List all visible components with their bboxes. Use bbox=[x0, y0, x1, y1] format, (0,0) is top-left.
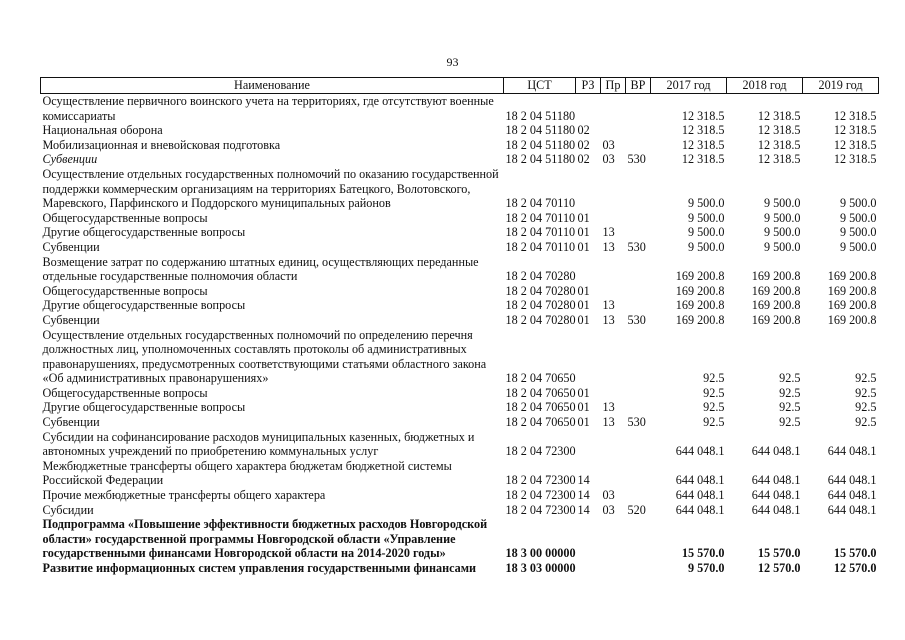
table-row bbox=[41, 152, 879, 167]
row-vr bbox=[626, 138, 651, 153]
row-value-2017: 12 318.5 bbox=[681, 108, 725, 123]
row-cst: 18 2 04 70280 bbox=[505, 312, 576, 327]
row-value-2017: 644 048.1 bbox=[675, 473, 725, 488]
row-value-2019: 9 500.0 bbox=[839, 225, 877, 240]
row-value-2019: 12 570.0 bbox=[833, 561, 877, 575]
row-name: Другие общегосударственные вопросы bbox=[42, 400, 246, 415]
row-vr bbox=[626, 94, 651, 124]
row-value-2019: 644 048.1 bbox=[827, 502, 877, 517]
row-name: Общегосударственные вопросы bbox=[42, 210, 208, 225]
row-vr bbox=[626, 225, 651, 240]
row-value-2018: 92.5 bbox=[779, 415, 801, 430]
row-rz bbox=[576, 328, 601, 386]
row-rz bbox=[576, 561, 601, 576]
row-value-2017: 169 200.8 bbox=[675, 312, 725, 327]
row-vr bbox=[626, 211, 651, 226]
row-vr: 530 bbox=[627, 312, 646, 327]
row-value-2017: 92.5 bbox=[703, 415, 725, 430]
row-value-2019: 169 200.8 bbox=[827, 269, 877, 284]
row-name: Другие общегосударственные вопросы bbox=[42, 298, 246, 313]
table-row bbox=[41, 400, 879, 415]
row-value-2018: 12 318.5 bbox=[757, 152, 801, 167]
row-rz bbox=[576, 167, 601, 211]
row-value-2019: 92.5 bbox=[855, 385, 877, 400]
row-pr bbox=[601, 430, 626, 459]
row-value-2019: 644 048.1 bbox=[827, 444, 877, 459]
row-value-2018: 644 048.1 bbox=[751, 502, 801, 517]
row-cst: 18 2 04 70650 bbox=[505, 400, 576, 415]
row-name: Подпрограмма «Повышение эффективности бюджетных расходов Новгородской области» государственной программы Новгородской области «Управление государственными финансами Новгородской области на 2014-2020 годы» bbox=[42, 517, 488, 561]
row-value-2019: 9 500.0 bbox=[839, 196, 877, 211]
row-name: Общегосударственные вопросы bbox=[42, 283, 208, 298]
row-pr bbox=[601, 459, 626, 488]
row-value-2017: 169 200.8 bbox=[675, 269, 725, 284]
row-value-2019: 12 318.5 bbox=[833, 123, 877, 138]
row-name: Развитие информационных систем управления государственными финансами bbox=[42, 561, 477, 575]
row-value-2017: 92.5 bbox=[703, 385, 725, 400]
row-pr: 03 bbox=[602, 137, 615, 152]
row-cst: 18 2 04 70650 bbox=[505, 371, 576, 386]
row-name: Общегосударственные вопросы bbox=[42, 385, 208, 400]
row-value-2017: 644 048.1 bbox=[675, 502, 725, 517]
row-rz: 01 bbox=[577, 298, 590, 313]
row-value-2017: 15 570.0 bbox=[681, 546, 725, 561]
row-pr bbox=[601, 167, 626, 211]
row-cst: 18 2 04 70650 bbox=[505, 415, 576, 430]
row-pr bbox=[601, 211, 626, 226]
row-rz bbox=[576, 255, 601, 284]
row-value-2017: 9 500.0 bbox=[687, 210, 725, 225]
header-pr: Пр bbox=[601, 78, 626, 94]
header-2018: 2018 год bbox=[727, 78, 803, 94]
table-row bbox=[41, 561, 879, 576]
table-row bbox=[41, 138, 879, 153]
table-header-row bbox=[41, 78, 879, 94]
row-name: Другие общегосударственные вопросы bbox=[42, 225, 246, 240]
row-vr bbox=[626, 255, 651, 284]
row-value-2017: 12 318.5 bbox=[681, 137, 725, 152]
row-cst: 18 2 04 70110 bbox=[505, 225, 576, 240]
header-2017: 2017 год bbox=[651, 78, 727, 94]
row-rz bbox=[576, 94, 601, 124]
table-row bbox=[41, 459, 879, 488]
row-cst: 18 2 04 70280 bbox=[505, 283, 576, 298]
row-name: Субвенции bbox=[42, 312, 100, 327]
row-value-2018: 169 200.8 bbox=[751, 298, 801, 313]
row-name: Субсидии на софинансирование расходов муниципальных казенных, бюджетных и автономных учреждений по приобретению коммунальных услуг bbox=[42, 429, 475, 459]
table-row bbox=[41, 240, 879, 255]
table-row bbox=[41, 255, 879, 284]
row-value-2018: 9 500.0 bbox=[763, 239, 801, 254]
row-name: Национальная оборона bbox=[42, 123, 163, 138]
table-row bbox=[41, 298, 879, 313]
row-value-2019: 12 318.5 bbox=[833, 137, 877, 152]
row-value-2017: 644 048.1 bbox=[675, 488, 725, 503]
row-cst: 18 2 04 51180 bbox=[505, 108, 576, 123]
row-name: Осуществление первичного воинского учета на территориях, где отсутствуют военные комиссариаты bbox=[42, 94, 494, 123]
row-value-2018: 169 200.8 bbox=[751, 283, 801, 298]
header-2019: 2019 год bbox=[803, 78, 879, 94]
row-pr bbox=[601, 386, 626, 401]
row-rz bbox=[576, 517, 601, 561]
table-row bbox=[41, 386, 879, 401]
row-value-2017: 92.5 bbox=[703, 400, 725, 415]
row-value-2018: 644 048.1 bbox=[751, 488, 801, 503]
row-value-2019: 15 570.0 bbox=[833, 546, 877, 561]
row-vr bbox=[626, 459, 651, 488]
row-name: Субвенции bbox=[42, 415, 100, 430]
table-row bbox=[41, 488, 879, 503]
page-number: 93 bbox=[446, 55, 459, 69]
row-name: Возмещение затрат по содержанию штатных единиц, осуществляющих переданные отдельные государственные полномочия области bbox=[42, 254, 479, 284]
budget-table bbox=[40, 77, 879, 576]
table-row bbox=[41, 284, 879, 299]
row-rz: 14 bbox=[577, 488, 590, 503]
row-rz: 01 bbox=[577, 210, 590, 225]
row-value-2019: 9 500.0 bbox=[839, 239, 877, 254]
row-pr bbox=[601, 284, 626, 299]
row-value-2017: 92.5 bbox=[703, 371, 725, 386]
row-vr bbox=[626, 298, 651, 313]
row-rz: 14 bbox=[577, 502, 590, 517]
row-cst: 18 2 04 51180 bbox=[505, 137, 576, 152]
row-cst: 18 2 04 70280 bbox=[505, 298, 576, 313]
row-value-2019: 644 048.1 bbox=[827, 473, 877, 488]
row-cst: 18 2 04 51180 bbox=[505, 123, 576, 138]
row-value-2018: 169 200.8 bbox=[751, 269, 801, 284]
row-name: Субвенции bbox=[42, 239, 100, 254]
row-name: Субсидии bbox=[42, 502, 94, 517]
row-name: Прочие межбюджетные трансферты общего характера bbox=[42, 488, 326, 503]
row-vr bbox=[626, 386, 651, 401]
table-row bbox=[41, 430, 879, 459]
row-cst: 18 2 04 70110 bbox=[505, 210, 576, 225]
header-vr: ВР bbox=[626, 78, 651, 94]
row-value-2019: 169 200.8 bbox=[827, 298, 877, 313]
row-rz: 14 bbox=[577, 473, 590, 488]
table-row bbox=[41, 517, 879, 561]
table-row bbox=[41, 328, 879, 386]
table-row bbox=[41, 94, 879, 124]
row-rz: 01 bbox=[577, 400, 590, 415]
row-rz: 02 bbox=[577, 152, 590, 167]
row-cst: 18 2 04 70110 bbox=[505, 196, 576, 211]
row-pr bbox=[601, 255, 626, 284]
row-value-2019: 92.5 bbox=[855, 415, 877, 430]
row-value-2018: 12 318.5 bbox=[757, 123, 801, 138]
row-vr: 530 bbox=[627, 239, 646, 254]
row-pr bbox=[601, 517, 626, 561]
table-body bbox=[41, 94, 879, 576]
table-row bbox=[41, 123, 879, 138]
row-cst: 18 3 00 00000 bbox=[505, 546, 576, 561]
row-pr: 13 bbox=[602, 225, 615, 240]
row-vr: 530 bbox=[627, 415, 646, 430]
row-pr: 13 bbox=[602, 312, 615, 327]
row-value-2017: 9 500.0 bbox=[687, 196, 725, 211]
row-cst: 18 2 04 70110 bbox=[505, 239, 576, 254]
row-cst: 18 2 04 51180 bbox=[505, 152, 576, 167]
row-value-2017: 12 318.5 bbox=[681, 123, 725, 138]
row-name: Межбюджетные трансферты общего характера бюджетам бюджетной системы Российской Федерации bbox=[42, 458, 452, 488]
row-value-2017: 169 200.8 bbox=[675, 298, 725, 313]
row-pr bbox=[601, 561, 626, 576]
row-vr bbox=[626, 488, 651, 503]
row-pr bbox=[601, 94, 626, 124]
row-cst: 18 2 04 72300 bbox=[505, 502, 576, 517]
row-pr: 13 bbox=[602, 239, 615, 254]
row-name: Осуществление отдельных государственных полномочий по определению перечня должностных лиц, уполномоченных составлять протоколы об административных правонарушениях, предусмотренных соответствующими статьями областного закона «Об административных правонарушениях» bbox=[42, 327, 487, 386]
row-rz: 01 bbox=[577, 415, 590, 430]
row-value-2018: 92.5 bbox=[779, 400, 801, 415]
row-pr: 03 bbox=[602, 488, 615, 503]
row-vr bbox=[626, 430, 651, 459]
row-value-2019: 9 500.0 bbox=[839, 210, 877, 225]
header-cst: ЦСТ bbox=[504, 78, 576, 94]
row-value-2018: 9 500.0 bbox=[763, 225, 801, 240]
table-row bbox=[41, 415, 879, 430]
row-value-2018: 9 500.0 bbox=[763, 210, 801, 225]
row-value-2019: 92.5 bbox=[855, 400, 877, 415]
row-vr bbox=[626, 561, 651, 576]
table-row bbox=[41, 503, 879, 518]
row-pr bbox=[601, 123, 626, 138]
row-vr bbox=[626, 328, 651, 386]
row-vr bbox=[626, 517, 651, 561]
row-rz: 01 bbox=[577, 312, 590, 327]
row-value-2017: 644 048.1 bbox=[675, 444, 725, 459]
table-row bbox=[41, 167, 879, 211]
row-value-2017: 169 200.8 bbox=[675, 283, 725, 298]
row-value-2018: 15 570.0 bbox=[757, 546, 801, 561]
row-value-2019: 169 200.8 bbox=[827, 283, 877, 298]
row-cst: 18 2 04 70650 bbox=[505, 385, 576, 400]
row-value-2018: 169 200.8 bbox=[751, 312, 801, 327]
row-name: Мобилизационная и вневойсковая подготовка bbox=[42, 137, 281, 152]
row-value-2019: 92.5 bbox=[855, 371, 877, 386]
row-cst: 18 2 04 72300 bbox=[505, 473, 576, 488]
row-pr: 03 bbox=[602, 152, 615, 167]
row-rz bbox=[576, 430, 601, 459]
row-cst: 18 2 04 70280 bbox=[505, 269, 576, 284]
row-value-2019: 12 318.5 bbox=[833, 152, 877, 167]
row-value-2019: 644 048.1 bbox=[827, 488, 877, 503]
row-value-2017: 9 570.0 bbox=[687, 561, 725, 575]
table-row bbox=[41, 225, 879, 240]
row-value-2018: 644 048.1 bbox=[751, 444, 801, 459]
row-pr: 13 bbox=[602, 400, 615, 415]
row-name: Осуществление отдельных государственных полномочий по оказанию государственной поддержки коммерческим организациям на территориях Батецкого, Волотовского, Маревского, Парфинского и Поддорского муниципальных районов bbox=[42, 166, 499, 211]
row-vr: 530 bbox=[627, 152, 646, 167]
row-value-2018: 12 570.0 bbox=[757, 561, 801, 575]
row-value-2018: 12 318.5 bbox=[757, 137, 801, 152]
row-pr: 03 bbox=[602, 502, 615, 517]
row-value-2019: 169 200.8 bbox=[827, 312, 877, 327]
row-value-2017: 9 500.0 bbox=[687, 225, 725, 240]
row-value-2018: 9 500.0 bbox=[763, 196, 801, 211]
row-vr bbox=[626, 284, 651, 299]
row-rz: 01 bbox=[577, 283, 590, 298]
row-rz: 02 bbox=[577, 137, 590, 152]
header-name: Наименование bbox=[41, 78, 504, 94]
row-value-2018: 12 318.5 bbox=[757, 108, 801, 123]
row-pr: 13 bbox=[602, 415, 615, 430]
row-value-2018: 644 048.1 bbox=[751, 473, 801, 488]
row-value-2018: 92.5 bbox=[779, 371, 801, 386]
table-row bbox=[41, 313, 879, 328]
row-value-2018: 92.5 bbox=[779, 385, 801, 400]
row-value-2017: 12 318.5 bbox=[681, 152, 725, 167]
header-rz: РЗ bbox=[576, 78, 601, 94]
row-vr bbox=[626, 400, 651, 415]
row-pr bbox=[601, 328, 626, 386]
row-value-2017: 9 500.0 bbox=[687, 239, 725, 254]
row-pr: 13 bbox=[602, 298, 615, 313]
row-rz: 01 bbox=[577, 225, 590, 240]
row-vr: 520 bbox=[627, 502, 646, 517]
row-value-2019: 12 318.5 bbox=[833, 108, 877, 123]
row-name: Субвенции bbox=[42, 152, 98, 167]
row-cst: 18 2 04 72300 bbox=[505, 444, 576, 459]
row-rz: 01 bbox=[577, 385, 590, 400]
row-rz: 02 bbox=[577, 123, 590, 138]
row-cst: 18 3 03 00000 bbox=[505, 561, 576, 575]
row-cst: 18 2 04 72300 bbox=[505, 488, 576, 503]
row-rz: 01 bbox=[577, 239, 590, 254]
row-vr bbox=[626, 123, 651, 138]
table-row bbox=[41, 211, 879, 226]
row-vr bbox=[626, 167, 651, 211]
